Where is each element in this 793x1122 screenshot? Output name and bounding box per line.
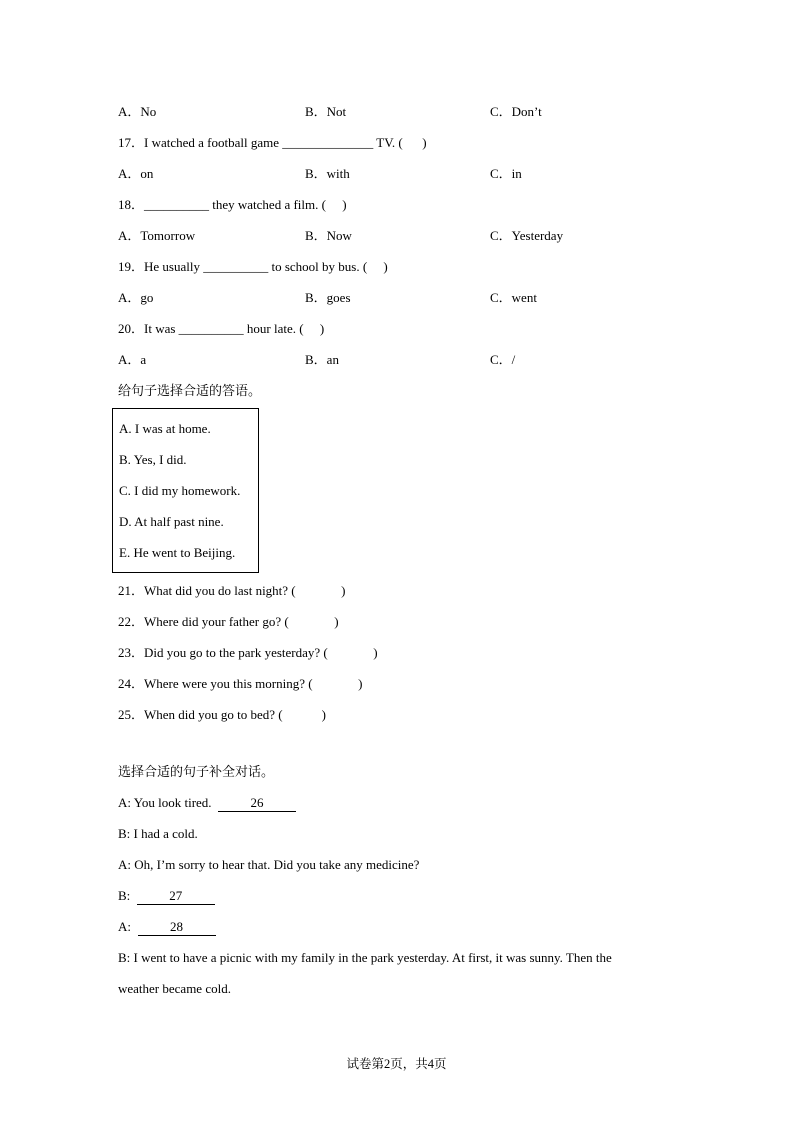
question-line: 17．I watched a football game ______________ TV. ( ) (118, 135, 427, 150)
dialog-line (118, 911, 693, 942)
numbered-blank: 27 (137, 887, 215, 905)
dialog-line (118, 787, 693, 818)
question-line: 19．He usually __________ to school by bus. ( ) (118, 259, 388, 274)
option-item: C．/ (490, 352, 516, 367)
numbered-blank: 28 (138, 918, 216, 936)
box-option: D. At half past nine. (119, 514, 224, 529)
box-option: C. I did my homework. (119, 483, 241, 498)
question-line: 25．When did you go to bed? ( ) (118, 707, 326, 722)
dialog-line (118, 849, 693, 880)
box-option: E. He went to Beijing. (119, 545, 236, 560)
options-row (118, 96, 693, 127)
option-item: B．with (305, 166, 350, 181)
dialog-text: B: I had a cold. (118, 826, 198, 841)
box-option: A. I was at home. (119, 421, 211, 436)
option-item: A．go (118, 290, 154, 305)
dialog-line (118, 880, 693, 911)
options-row (118, 158, 693, 189)
question-line: 23．Did you go to the park yesterday? ( ) (118, 645, 378, 660)
option-item: C．in (490, 166, 522, 181)
dialog-text: weather became cold. (118, 981, 231, 996)
dialog-text: B: (118, 888, 137, 903)
question-line: 24．Where were you this morning? ( ) (118, 676, 363, 691)
page-footer: 试卷第2页，共4页 (346, 1057, 447, 1071)
section-heading: 选择合适的句子补全对话。 (118, 764, 275, 779)
answer-options-box (112, 408, 259, 573)
option-item: A．a (118, 352, 147, 367)
option-item: B．Not (305, 104, 347, 119)
option-item: B．Now (305, 228, 352, 243)
options-row (118, 282, 693, 313)
dialog-text: A: (118, 919, 138, 934)
options-row (118, 220, 693, 251)
option-item: A．No (118, 104, 157, 119)
dialog-text: A: You look tired. (118, 795, 219, 810)
option-item: C．Yesterday (490, 228, 564, 243)
option-item: C．Don’t (490, 104, 542, 119)
question-line: 22．Where did your father go? ( ) (118, 614, 339, 629)
options-row (118, 344, 693, 375)
blank-line (118, 730, 693, 756)
question-line: 18．__________ they watched a film. ( ) (118, 197, 347, 212)
option-item: B．goes (305, 290, 351, 305)
question-line: 20．It was __________ hour late. ( ) (118, 321, 325, 336)
option-item: C．went (490, 290, 537, 305)
option-item: A．on (118, 166, 154, 181)
box-option: B. Yes, I did. (119, 452, 187, 467)
exam-content (118, 96, 693, 1004)
option-item: A．Tomorrow (118, 228, 196, 243)
question-line: 21．What did you do last night? ( ) (118, 583, 346, 598)
numbered-blank: 26 (218, 794, 296, 812)
dialog-line (118, 973, 693, 1004)
section-heading: 给句子选择合适的答语。 (118, 383, 262, 398)
dialog-text: B: I went to have a picnic with my family in the park yesterday. At first, it was sunny. Then the (118, 950, 612, 965)
option-item: B．an (305, 352, 339, 367)
dialog-text: A: Oh, I’m sorry to hear that. Did you take any medicine? (118, 857, 420, 872)
dialog-line (118, 818, 693, 849)
dialog-line (118, 942, 693, 973)
